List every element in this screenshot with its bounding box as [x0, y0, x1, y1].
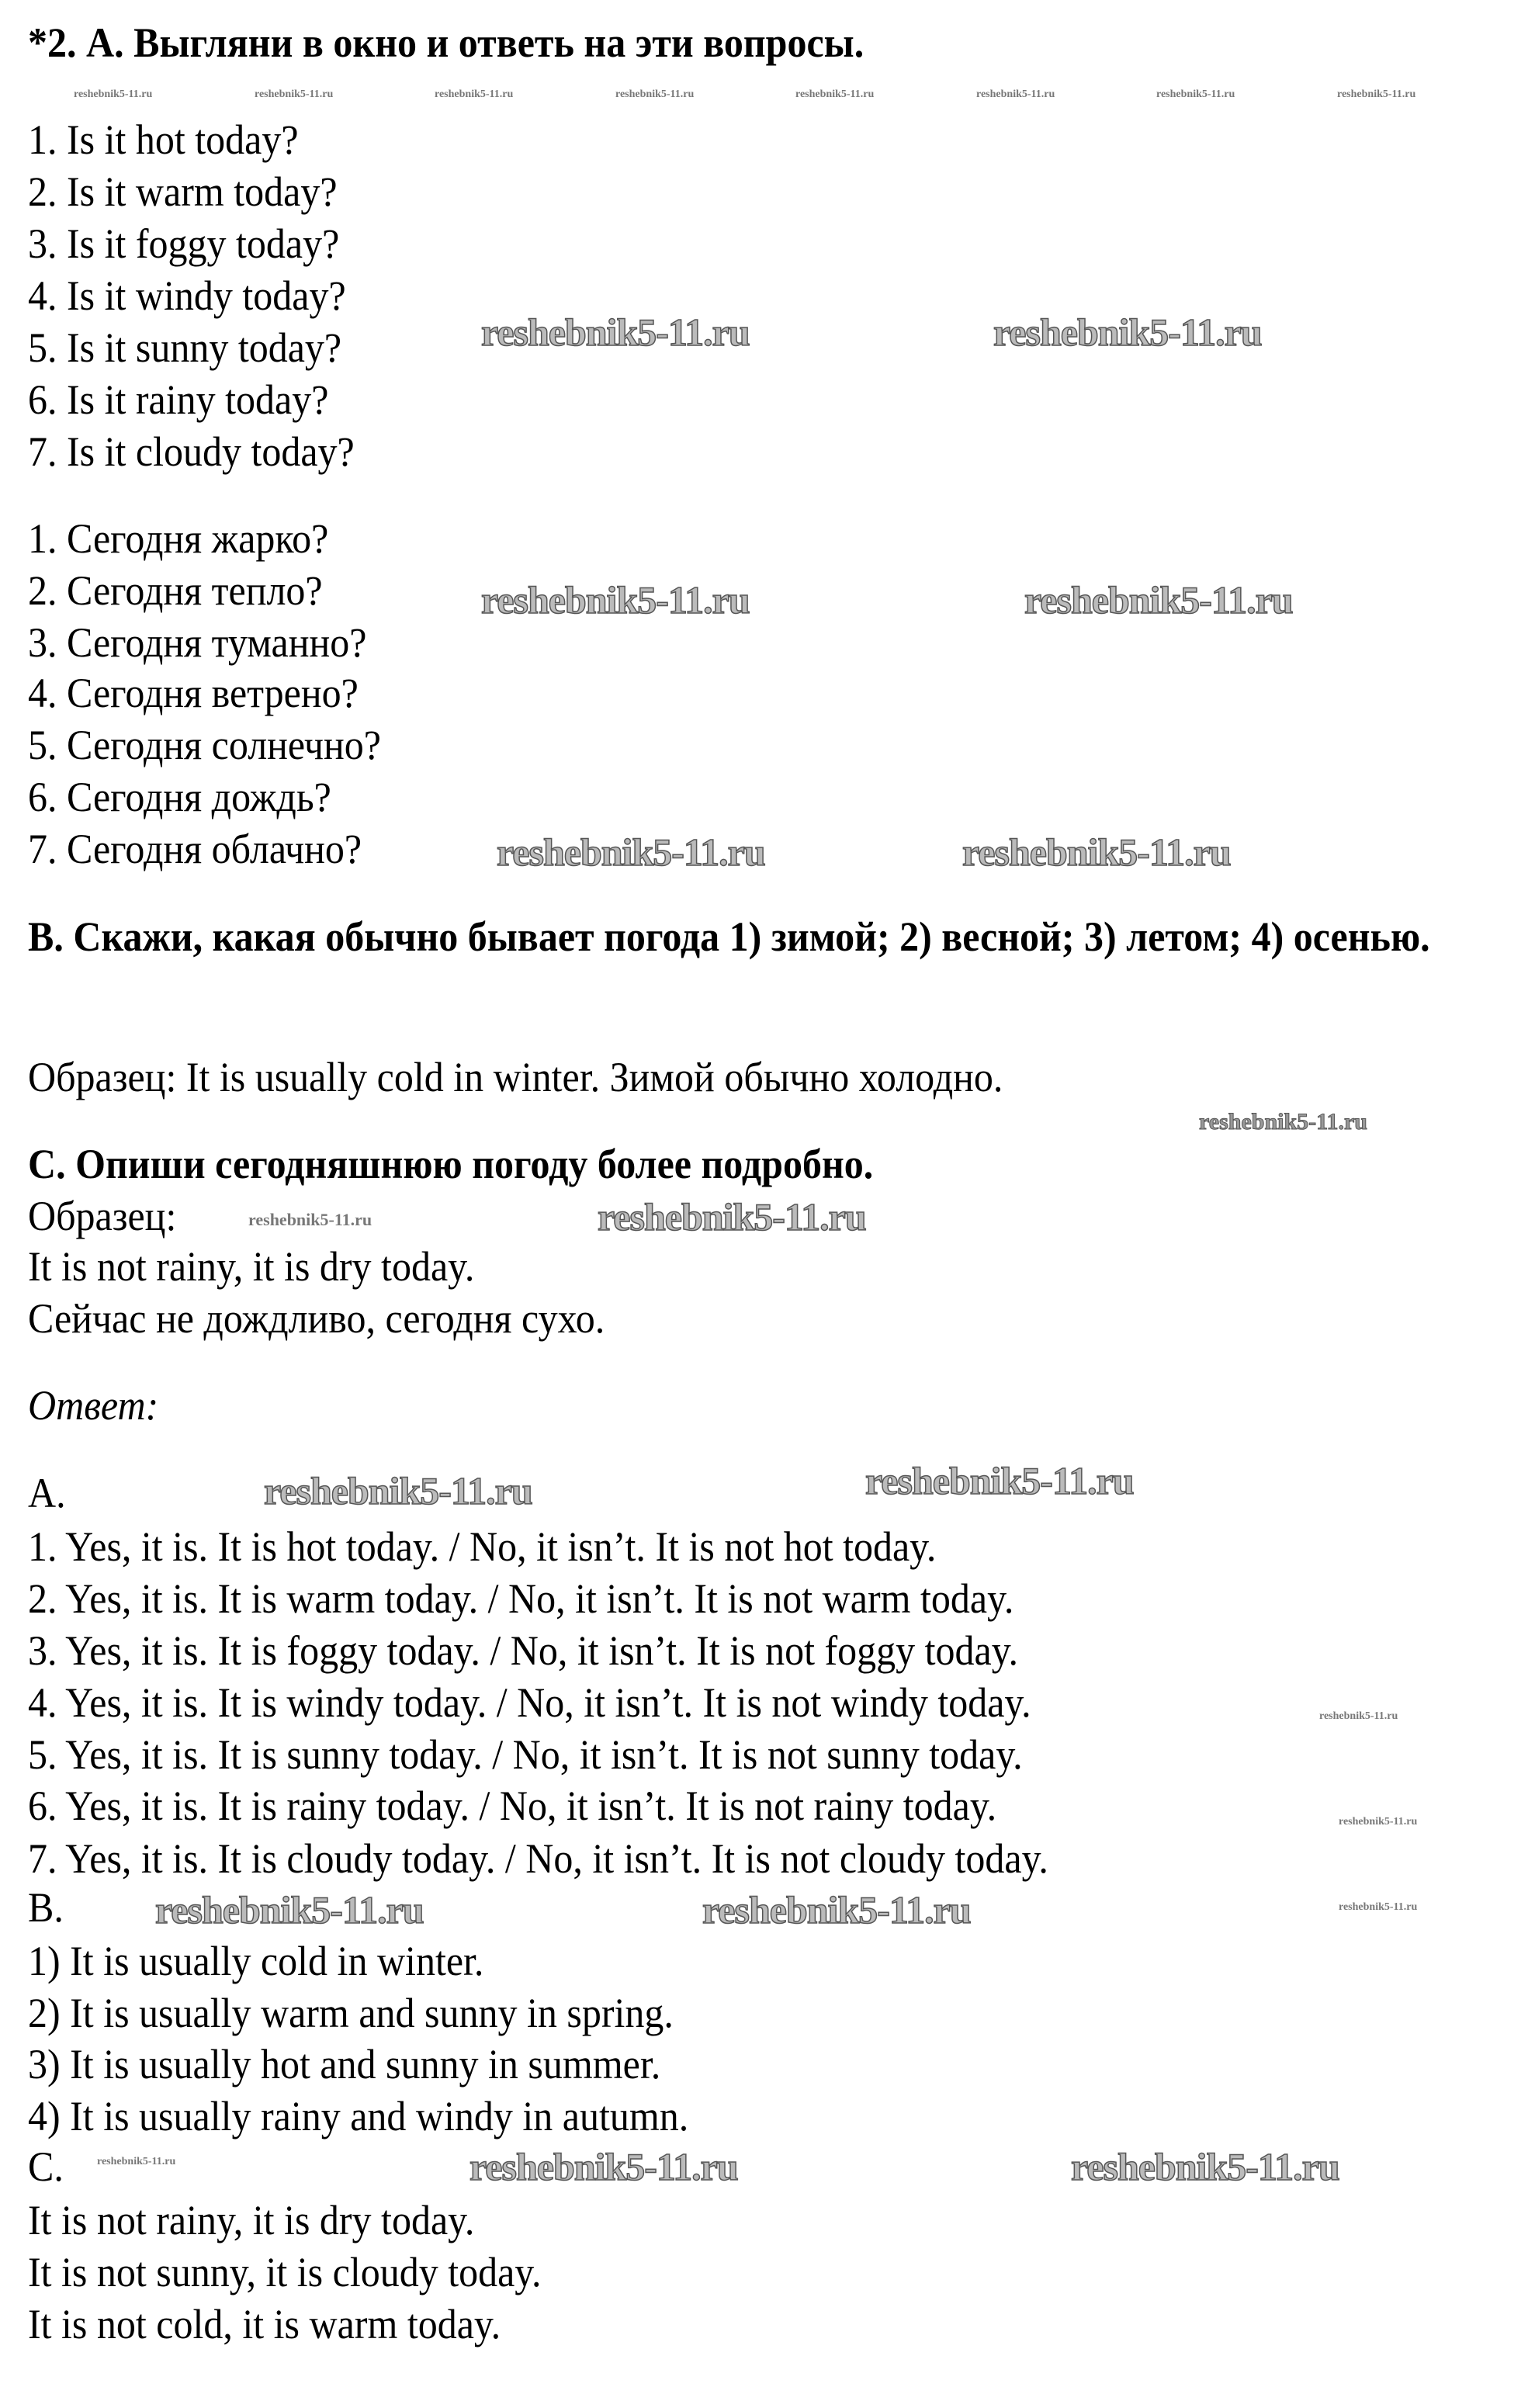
question-ru: 7. Сегодня облачно? — [28, 825, 362, 872]
question-ru: 6. Сегодня дождь? — [28, 773, 331, 820]
answer-a-item: 3. Yes, it is. It is foggy today. / No, it isn’t. It is not foggy today. — [28, 1627, 1018, 1674]
watermark: reshebnik5-11.ru — [1071, 2145, 1339, 2188]
question-en: 4. Is it windy today? — [28, 272, 346, 319]
watermark: reshebnik5-11.ru — [598, 1195, 866, 1239]
watermark: reshebnik5-11.ru — [497, 830, 765, 874]
question-en: 7. Is it cloudy today? — [28, 428, 355, 475]
question-ru: 2. Сегодня тепло? — [28, 566, 323, 614]
question-ru: 4. Сегодня ветрено? — [28, 669, 359, 716]
watermark: reshebnik5-11.ru — [1024, 578, 1293, 622]
question-en: 6. Is it rainy today? — [28, 376, 329, 423]
answer-b-label: B. — [28, 1883, 64, 1931]
answer-label: Ответ: — [28, 1381, 159, 1429]
watermark: reshebnik5-11.ru — [1319, 1710, 1398, 1722]
answer-c-label: C. — [28, 2143, 64, 2190]
question-en: 3. Is it foggy today? — [28, 220, 340, 267]
question-en: 2. Is it warm today? — [28, 168, 338, 215]
watermark: reshebnik5-11.ru — [1339, 1816, 1418, 1828]
watermark: reshebnik5-11.ru — [435, 88, 514, 100]
task-c-example-en: It is not rainy, it is dry today. — [28, 1242, 475, 1290]
watermark: reshebnik5-11.ru — [1339, 1901, 1418, 1913]
answer-a-item: 4. Yes, it is. It is windy today. / No, it isn’t. It is not windy today. — [28, 1679, 1031, 1726]
watermark: reshebnik5-11.ru — [1337, 88, 1416, 100]
task-b-example: Образец: It is usually cold in winter. Зимой обычно холодно. — [28, 1053, 1003, 1100]
watermark: reshebnik5-11.ru — [615, 88, 695, 100]
question-ru: 1. Сегодня жарко? — [28, 515, 329, 562]
watermark: reshebnik5-11.ru — [993, 310, 1262, 354]
answer-a-item: 1. Yes, it is. It is hot today. / No, it isn’t. It is not hot today. — [28, 1523, 937, 1570]
watermark: reshebnik5-11.ru — [74, 88, 153, 100]
watermark: reshebnik5-11.ru — [1199, 1109, 1367, 1135]
watermark: reshebnik5-11.ru — [255, 88, 334, 100]
watermark: reshebnik5-11.ru — [976, 88, 1055, 100]
watermark: reshebnik5-11.ru — [962, 830, 1231, 874]
task-c-example-ru: Сейчас не дождливо, сегодня сухо. — [28, 1294, 605, 1342]
answer-a-item: 7. Yes, it is. It is cloudy today. / No, it isn’t. It is not cloudy today. — [28, 1835, 1048, 1882]
answer-a-item: 6. Yes, it is. It is rainy today. / No, it isn’t. It is not rainy today. — [28, 1782, 997, 1829]
watermark: reshebnik5-11.ru — [795, 88, 875, 100]
watermark: reshebnik5-11.ru — [155, 1888, 424, 1932]
answer-b-item: 1) It is usually cold in winter. — [28, 1937, 484, 1984]
watermark: reshebnik5-11.ru — [1156, 88, 1235, 100]
watermark: reshebnik5-11.ru — [264, 1469, 532, 1512]
question-ru: 3. Сегодня туманно? — [28, 618, 367, 666]
answer-b-item: 2) It is usually warm and sunny in spring. — [28, 1989, 674, 2036]
answer-a-item: 2. Yes, it is. It is warm today. / No, it isn’t. It is not warm today. — [28, 1575, 1014, 1622]
task-c-heading: С. Опиши сегодняшнюю погоду более подробно. — [28, 1140, 874, 1187]
answer-a-label: А. — [28, 1469, 66, 1516]
task-c-example-label: Образец: — [28, 1192, 177, 1239]
answer-b-item: 3) It is usually hot and sunny in summer. — [28, 2040, 661, 2088]
answer-c-item: It is not rainy, it is dry today. — [28, 2196, 475, 2243]
answer-b-item: 4) It is usually rainy and windy in autumn. — [28, 2092, 689, 2139]
task-b-heading: B. Скажи, какая обычно бывает погода 1) зимой; 2) весной; 3) летом; 4) осенью. — [28, 913, 1430, 960]
watermark: reshebnik5-11.ru — [481, 578, 750, 622]
watermark: reshebnik5-11.ru — [865, 1459, 1134, 1502]
watermark: reshebnik5-11.ru — [702, 1888, 971, 1932]
question-en: 5. Is it sunny today? — [28, 324, 342, 371]
task-a-heading: *2. А. Выгляни в окно и ответь на эти вопросы. — [28, 19, 864, 66]
watermark: reshebnik5-11.ru — [97, 2156, 176, 2167]
watermark: reshebnik5-11.ru — [481, 310, 750, 354]
watermark: reshebnik5-11.ru — [248, 1210, 372, 1229]
question-ru: 5. Сегодня солнечно? — [28, 721, 381, 768]
answer-c-item: It is not sunny, it is cloudy today. — [28, 2248, 542, 2295]
answer-a-item: 5. Yes, it is. It is sunny today. / No, it isn’t. It is not sunny today. — [28, 1731, 1023, 1778]
answer-c-item: It is not cold, it is warm today. — [28, 2300, 501, 2347]
watermark: reshebnik5-11.ru — [469, 2145, 738, 2188]
question-en: 1. Is it hot today? — [28, 116, 299, 163]
